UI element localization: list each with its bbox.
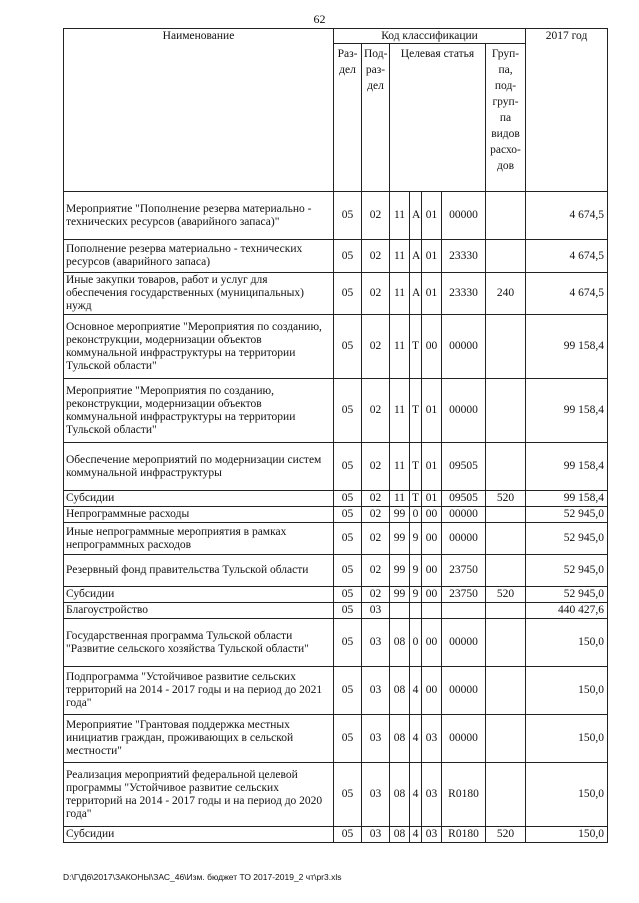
row-razdel: 05 — [334, 619, 362, 667]
row-razdel: 05 — [334, 715, 362, 763]
row-razdel: 05 — [334, 763, 362, 827]
row-target-direction: 00000 — [442, 715, 486, 763]
row-target-subprogram: 4 — [410, 715, 422, 763]
row-target-subprogram: 0 — [410, 507, 422, 523]
row-target-event: 00 — [422, 667, 442, 715]
row-podrazdel: 02 — [362, 491, 390, 507]
row-expense-group: 520 — [486, 491, 526, 507]
row-podrazdel: 02 — [362, 555, 390, 587]
row-podrazdel: 03 — [362, 763, 390, 827]
header-year: 2017 год — [526, 29, 608, 192]
row-podrazdel: 02 — [362, 192, 390, 240]
row-amount: 99 158,4 — [526, 315, 608, 379]
table-row — [64, 315, 608, 379]
page-number: 62 — [313, 12, 326, 26]
row-name: Благоустройство — [64, 603, 334, 619]
row-razdel: 05 — [334, 315, 362, 379]
row-target-direction: 00000 — [442, 192, 486, 240]
row-target-subprogram — [410, 603, 422, 619]
budget-table — [63, 28, 608, 843]
row-expense-group — [486, 667, 526, 715]
row-name: Иные закупки товаров, работ и услуг для обеспечения государственных (муниципальных) нужд — [64, 273, 334, 315]
row-target-program: 08 — [390, 763, 410, 827]
row-target-event: 01 — [422, 491, 442, 507]
row-target-event: 00 — [422, 555, 442, 587]
table-body — [64, 192, 608, 843]
row-amount: 52 945,0 — [526, 523, 608, 555]
row-target-program: 99 — [390, 555, 410, 587]
row-razdel: 05 — [334, 192, 362, 240]
row-amount: 99 158,4 — [526, 379, 608, 443]
row-podrazdel: 03 — [362, 619, 390, 667]
row-expense-group — [486, 192, 526, 240]
row-razdel: 05 — [334, 507, 362, 523]
row-razdel: 05 — [334, 491, 362, 507]
table-row — [64, 587, 608, 603]
table-row — [64, 827, 608, 843]
row-name: Субсидии — [64, 491, 334, 507]
row-name: Субсидии — [64, 587, 334, 603]
table-row — [64, 273, 608, 315]
row-razdel: 05 — [334, 555, 362, 587]
row-target-event: 01 — [422, 379, 442, 443]
row-podrazdel: 02 — [362, 240, 390, 273]
row-podrazdel: 02 — [362, 587, 390, 603]
row-target-direction: 00000 — [442, 667, 486, 715]
row-amount: 99 158,4 — [526, 443, 608, 491]
row-target-direction: 00000 — [442, 523, 486, 555]
row-target-subprogram: 0 — [410, 619, 422, 667]
table-row — [64, 763, 608, 827]
row-target-subprogram: 9 — [410, 523, 422, 555]
row-target-direction: 00000 — [442, 315, 486, 379]
row-amount: 99 158,4 — [526, 491, 608, 507]
table-row — [64, 523, 608, 555]
row-target-program: 08 — [390, 667, 410, 715]
row-target-event: 03 — [422, 763, 442, 827]
row-target-direction: 23330 — [442, 240, 486, 273]
row-razdel: 05 — [334, 273, 362, 315]
row-expense-group — [486, 523, 526, 555]
row-razdel: 05 — [334, 827, 362, 843]
table-row — [64, 491, 608, 507]
header-code: Код классификации — [334, 29, 526, 44]
row-expense-group — [486, 315, 526, 379]
row-expense-group — [486, 507, 526, 523]
table-row — [64, 555, 608, 587]
row-amount: 4 674,5 — [526, 273, 608, 315]
row-name: Резервный фонд правительства Тульской области — [64, 555, 334, 587]
row-expense-group — [486, 379, 526, 443]
row-expense-group: 520 — [486, 587, 526, 603]
header-target: Целевая статья — [390, 44, 486, 192]
file-path-footer: D:\Г\Д6\2017\ЗАКОНЫ\ЗАС_46\Изм. бюджет ТО 2017-2019_2 чт\pr3.xls — [63, 872, 342, 882]
row-name: Основное мероприятие "Мероприятия по созданию, реконструкции, модернизации объектов коммунальной инфраструктуры на территории Тульской области" — [64, 315, 334, 379]
row-target-program: 99 — [390, 507, 410, 523]
row-name: Обеспечение мероприятий по модернизации систем коммунальной инфраструктуры — [64, 443, 334, 491]
row-amount: 4 674,5 — [526, 240, 608, 273]
row-podrazdel: 02 — [362, 273, 390, 315]
row-razdel: 05 — [334, 667, 362, 715]
row-target-direction: 23330 — [442, 273, 486, 315]
header-name: Наименование — [64, 29, 334, 192]
row-target-program: 11 — [390, 273, 410, 315]
row-target-program: 11 — [390, 315, 410, 379]
row-target-program: 08 — [390, 827, 410, 843]
row-name: Государственная программа Тульской области "Развитие сельского хозяйства Тульской области" — [64, 619, 334, 667]
row-target-subprogram: Т — [410, 315, 422, 379]
row-target-event: 00 — [422, 587, 442, 603]
row-razdel: 05 — [334, 240, 362, 273]
row-name: Мероприятие "Мероприятия по созданию, реконструкции, модернизации объектов коммунальной инфраструктуры на территории Тульской области" — [64, 379, 334, 443]
row-target-program: 99 — [390, 523, 410, 555]
row-razdel: 05 — [334, 523, 362, 555]
row-podrazdel: 02 — [362, 315, 390, 379]
row-target-direction: 00000 — [442, 619, 486, 667]
header-podrazdel: Под- раз- дел — [362, 44, 390, 192]
table-row — [64, 192, 608, 240]
row-amount: 52 945,0 — [526, 507, 608, 523]
row-target-subprogram: 9 — [410, 555, 422, 587]
row-expense-group — [486, 763, 526, 827]
row-name: Субсидии — [64, 827, 334, 843]
row-target-subprogram: 4 — [410, 667, 422, 715]
row-target-subprogram: А — [410, 273, 422, 315]
row-target-event: 00 — [422, 619, 442, 667]
row-target-event: 00 — [422, 315, 442, 379]
row-target-program: 08 — [390, 619, 410, 667]
row-name: Непрограммные расходы — [64, 507, 334, 523]
row-target-program: 11 — [390, 379, 410, 443]
row-podrazdel: 02 — [362, 443, 390, 491]
row-target-event — [422, 603, 442, 619]
table-row — [64, 619, 608, 667]
row-podrazdel: 03 — [362, 715, 390, 763]
table-row — [64, 507, 608, 523]
row-name: Мероприятие "Грантовая поддержка местных инициатив граждан, проживающих в сельской местности" — [64, 715, 334, 763]
row-target-subprogram: А — [410, 192, 422, 240]
row-expense-group — [486, 619, 526, 667]
table-row — [64, 667, 608, 715]
row-expense-group — [486, 603, 526, 619]
table-row — [64, 443, 608, 491]
row-razdel: 05 — [334, 587, 362, 603]
row-target-subprogram: Т — [410, 491, 422, 507]
row-amount: 52 945,0 — [526, 555, 608, 587]
row-target-program: 11 — [390, 443, 410, 491]
row-target-subprogram: А — [410, 240, 422, 273]
row-name: Подпрограмма "Устойчивое развитие сельских территорий на 2014 - 2017 годы и на период до 2021 года" — [64, 667, 334, 715]
row-target-event: 01 — [422, 240, 442, 273]
row-amount: 440 427,6 — [526, 603, 608, 619]
row-target-event: 01 — [422, 192, 442, 240]
row-target-program: 11 — [390, 192, 410, 240]
row-expense-group — [486, 443, 526, 491]
row-target-program: 08 — [390, 715, 410, 763]
row-target-direction: 00000 — [442, 507, 486, 523]
row-expense-group — [486, 240, 526, 273]
row-target-event: 03 — [422, 827, 442, 843]
table-row — [64, 240, 608, 273]
row-amount: 150,0 — [526, 827, 608, 843]
row-target-direction: 23750 — [442, 555, 486, 587]
row-target-subprogram: 9 — [410, 587, 422, 603]
table-row — [64, 603, 608, 619]
row-name: Реализация мероприятий федеральной целевой программы "Устойчивое развитие сельских территорий на 2014 - 2017 годы и на период до 2020 года" — [64, 763, 334, 827]
row-name: Иные непрограммные мероприятия в рамках непрограммных расходов — [64, 523, 334, 555]
row-name: Пополнение резерва материально - технических ресурсов (аварийного запаса) — [64, 240, 334, 273]
row-razdel: 05 — [334, 443, 362, 491]
row-razdel: 05 — [334, 603, 362, 619]
row-amount: 150,0 — [526, 763, 608, 827]
row-expense-group: 240 — [486, 273, 526, 315]
row-expense-group — [486, 555, 526, 587]
row-name: Мероприятие "Пополнение резерва материально - технических ресурсов (аварийного запаса)" — [64, 192, 334, 240]
row-podrazdel: 03 — [362, 603, 390, 619]
row-target-direction: 23750 — [442, 587, 486, 603]
table-row — [64, 715, 608, 763]
row-amount: 150,0 — [526, 715, 608, 763]
row-target-direction: R0180 — [442, 763, 486, 827]
row-amount: 4 674,5 — [526, 192, 608, 240]
row-amount: 52 945,0 — [526, 587, 608, 603]
row-target-subprogram: Т — [410, 379, 422, 443]
row-target-direction: 09505 — [442, 491, 486, 507]
row-podrazdel: 02 — [362, 523, 390, 555]
row-target-event: 00 — [422, 523, 442, 555]
row-expense-group — [486, 715, 526, 763]
row-amount: 150,0 — [526, 619, 608, 667]
row-razdel: 05 — [334, 379, 362, 443]
row-target-direction: R0180 — [442, 827, 486, 843]
row-target-subprogram: 4 — [410, 763, 422, 827]
row-target-event: 03 — [422, 715, 442, 763]
row-target-program: 99 — [390, 587, 410, 603]
row-target-direction: 00000 — [442, 379, 486, 443]
row-target-direction — [442, 603, 486, 619]
header-razdel: Раз- дел — [334, 44, 362, 192]
row-podrazdel: 02 — [362, 379, 390, 443]
row-expense-group: 520 — [486, 827, 526, 843]
row-target-subprogram: Т — [410, 443, 422, 491]
row-podrazdel: 03 — [362, 667, 390, 715]
row-target-program: 11 — [390, 240, 410, 273]
row-amount: 150,0 — [526, 667, 608, 715]
row-target-program: 11 — [390, 491, 410, 507]
row-podrazdel: 02 — [362, 507, 390, 523]
row-target-subprogram: 4 — [410, 827, 422, 843]
table-row — [64, 379, 608, 443]
row-target-program — [390, 603, 410, 619]
row-podrazdel: 03 — [362, 827, 390, 843]
row-target-event: 01 — [422, 443, 442, 491]
row-target-direction: 09505 — [442, 443, 486, 491]
row-target-event: 01 — [422, 273, 442, 315]
header-group: Груп- па, под- груп- па видов расхо- дов — [486, 44, 526, 192]
row-target-event: 00 — [422, 507, 442, 523]
